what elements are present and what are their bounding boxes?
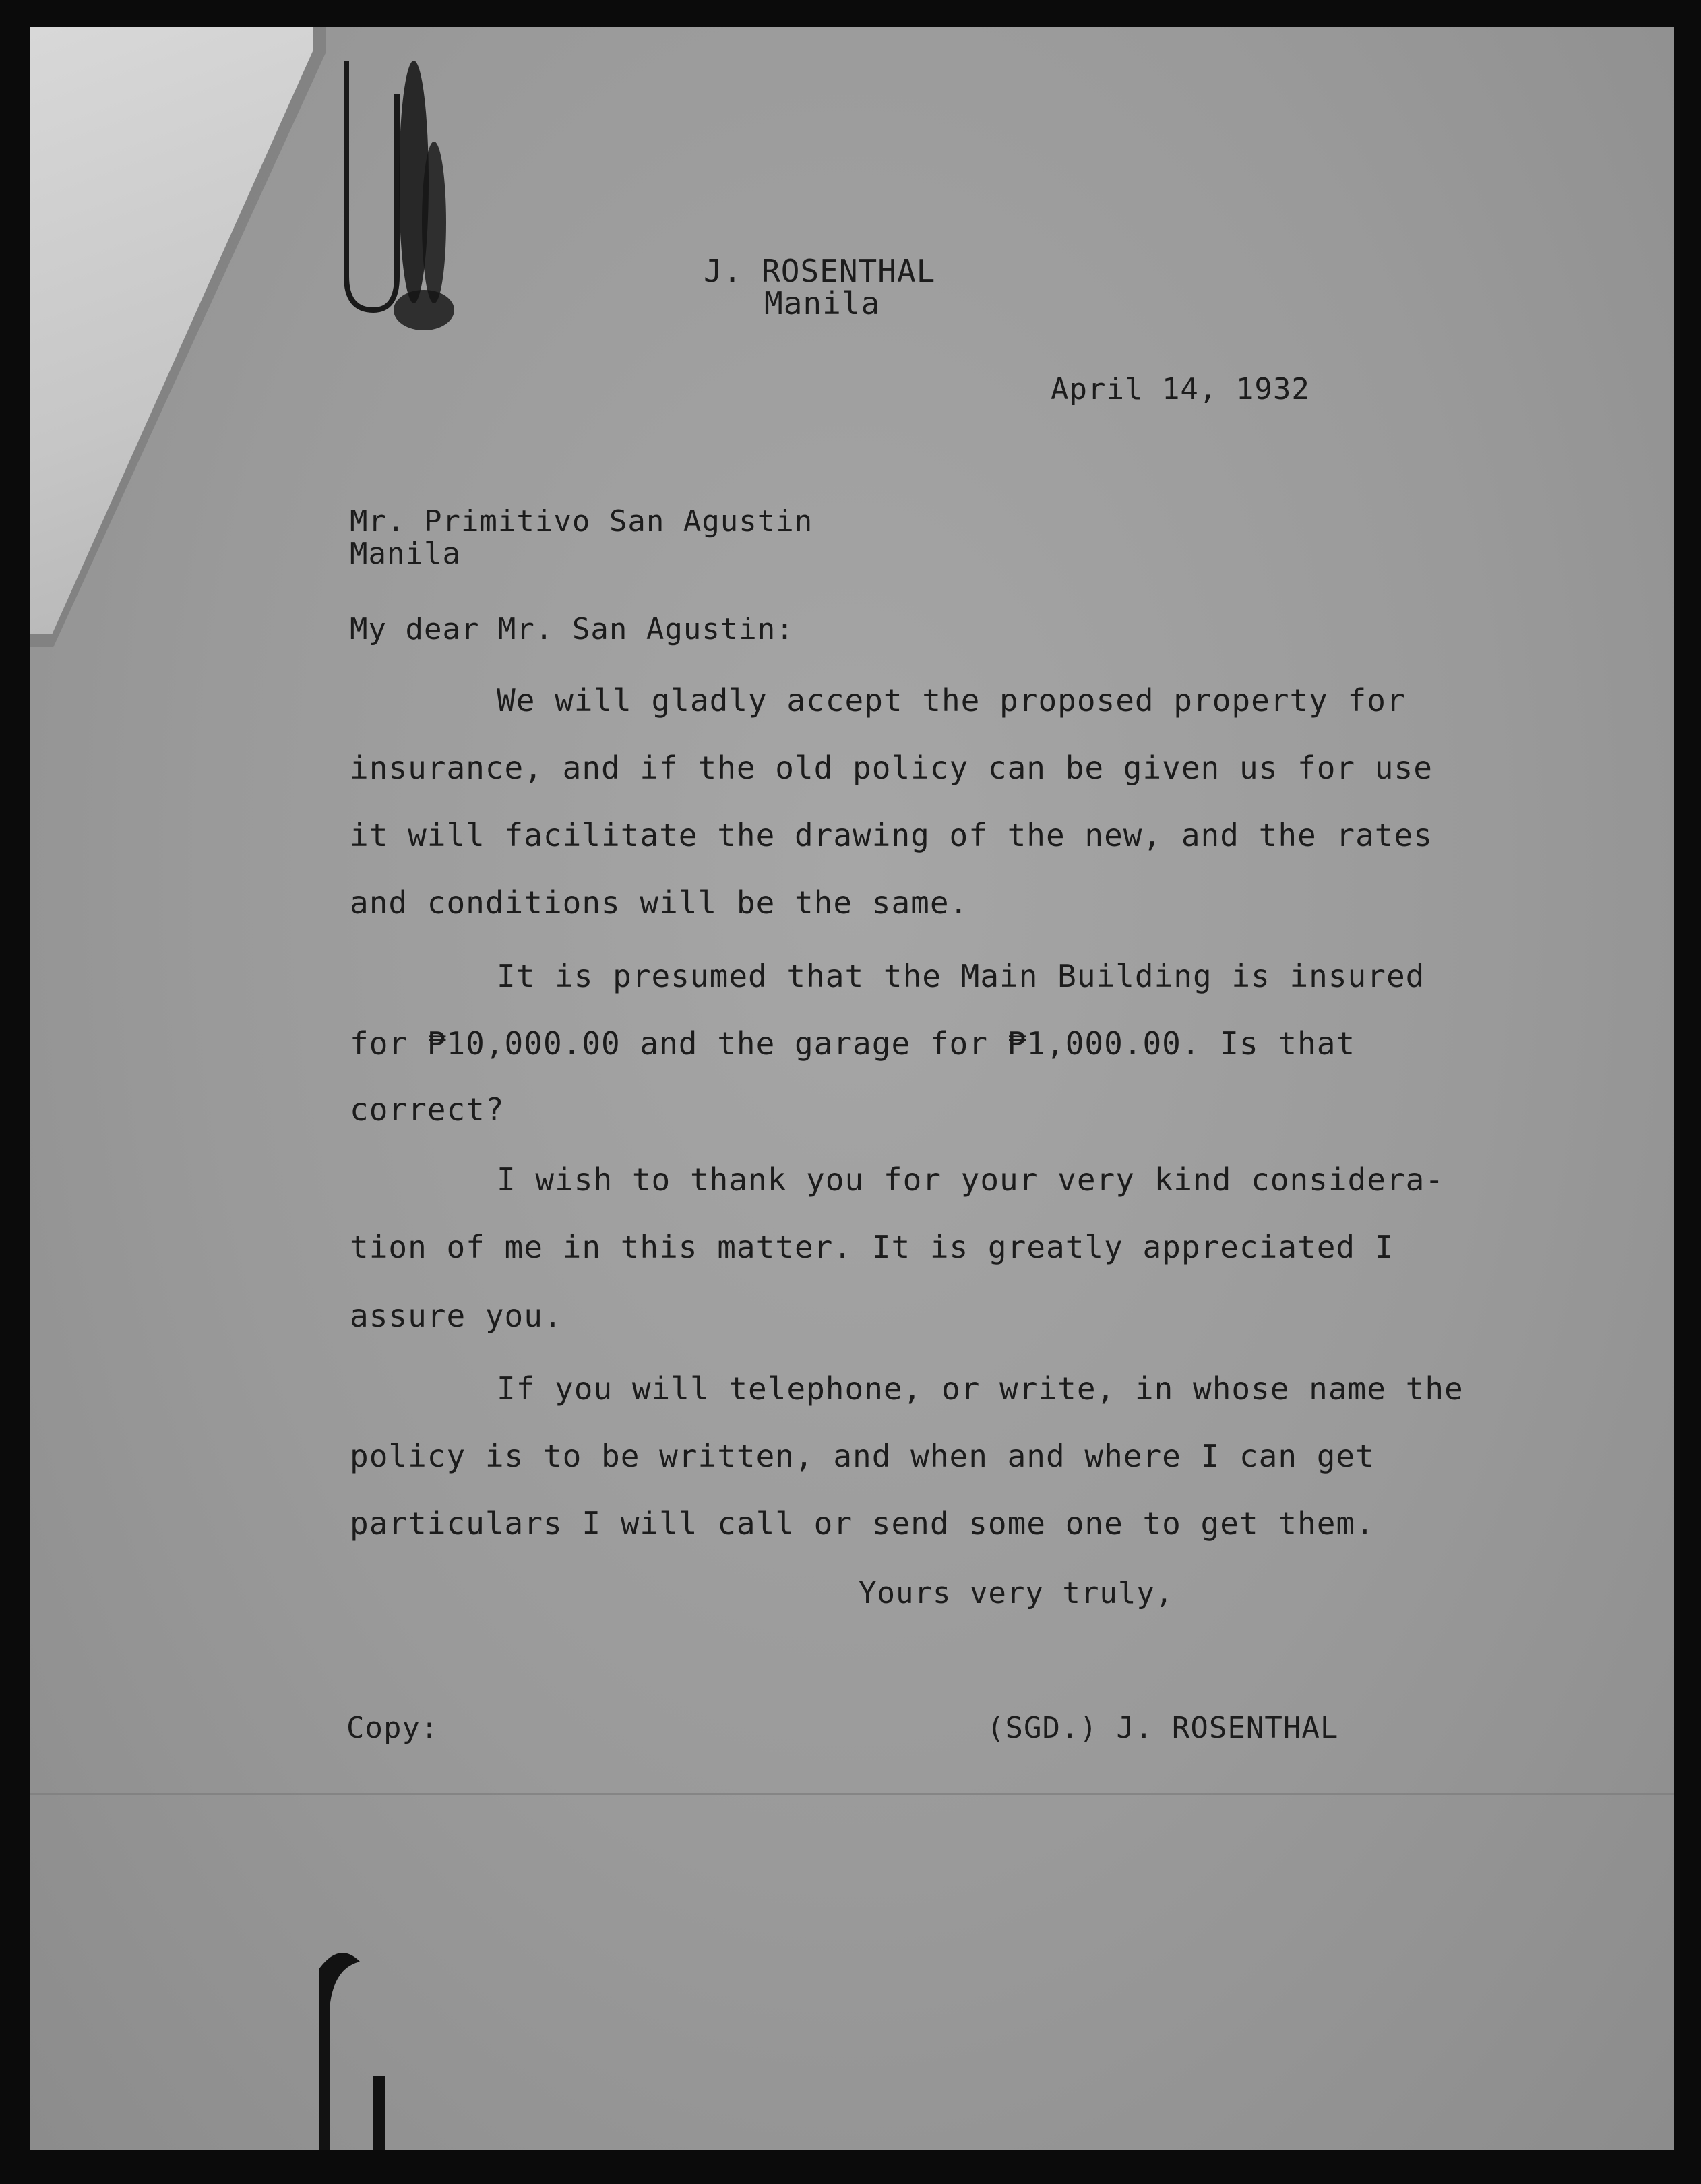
body-line: We will gladly accept the proposed property for — [497, 682, 1406, 719]
letter-date: April 14, 1932 — [1051, 372, 1310, 406]
salutation: My dear Mr. San Agustin: — [350, 612, 795, 646]
body-line: correct? — [350, 1091, 505, 1128]
letterhead-name: J. ROSENTHAL — [704, 253, 936, 289]
body-line: assure you. — [350, 1298, 563, 1334]
body-line: it will facilitate the drawing of the new, and the rates — [350, 817, 1433, 853]
body-line: for ₱10,000.00 and the garage for ₱1,000.00. Is that — [350, 1025, 1356, 1062]
paper-clip-stain-icon — [333, 54, 454, 337]
copy-label: Copy: — [346, 1711, 439, 1745]
body-line: insurance, and if the old policy can be given us for use — [350, 750, 1433, 786]
body-line: If you will telephone, or write, in whose name the — [497, 1370, 1464, 1407]
fold-crease — [30, 1793, 1674, 1795]
body-line: I wish to thank you for your very kind considera- — [497, 1161, 1445, 1198]
letter-page — [30, 27, 1674, 2150]
body-line: policy is to be written, and when and where I can get — [350, 1438, 1375, 1474]
body-line: particulars I will call or send some one to get them. — [350, 1505, 1375, 1542]
closing: Yours very truly, — [859, 1576, 1174, 1610]
body-line: and conditions will be the same. — [350, 884, 969, 921]
signature: (SGD.) J. ROSENTHAL — [987, 1711, 1339, 1745]
recipient-name: Mr. Primitivo San Agustin — [350, 504, 813, 539]
recipient-city: Manila — [350, 537, 461, 571]
ink-stain-icon — [292, 1941, 414, 2150]
letterhead-city: Manila — [764, 285, 881, 322]
folded-corner — [30, 27, 313, 634]
body-line: It is presumed that the Main Building is insured — [497, 958, 1425, 994]
body-line: tion of me in this matter. It is greatly appreciated I — [350, 1229, 1394, 1265]
